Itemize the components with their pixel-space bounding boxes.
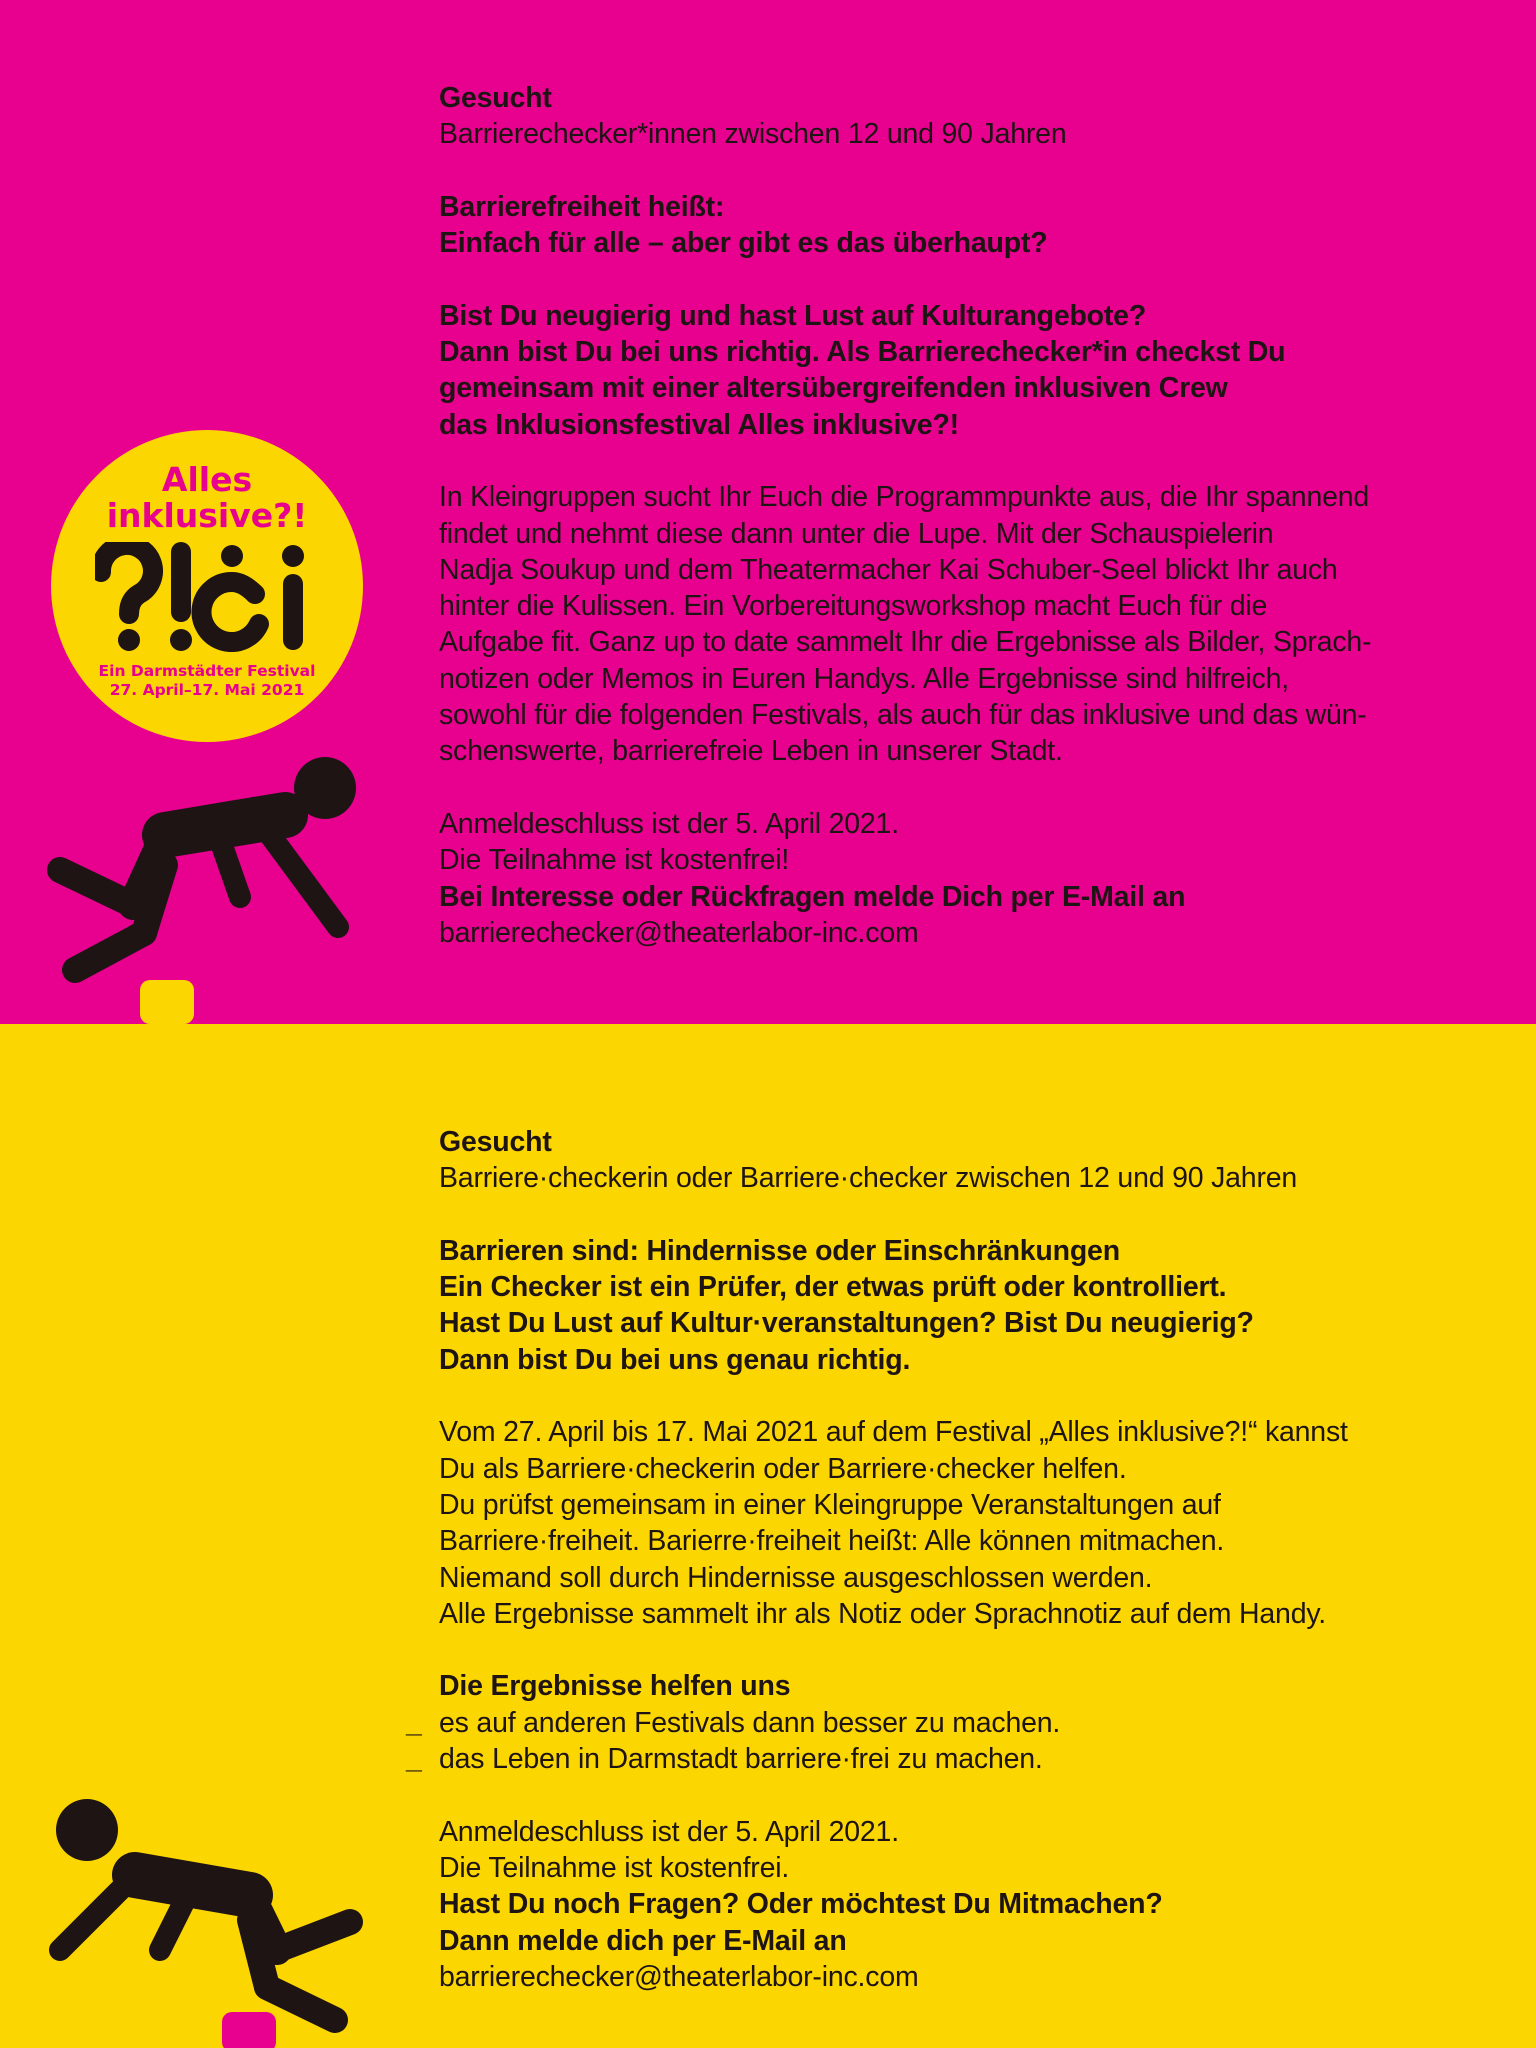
top-body-line: findet und nehmt diese dann unter die Lupe. Mit der Schauspielerin [439, 517, 1274, 550]
top-bold2-line: das Inklusionsfestival Alles inklusive?! [439, 408, 959, 441]
bottom-heading: Gesucht [439, 1126, 552, 1158]
bottom-subheading: Barriere·checkerin oder Barriere·checker zwischen 12 und 90 Jahren [439, 1162, 1298, 1195]
yellow-text-block [406, 1124, 1469, 1995]
logo-title-line-2: inklusive?! [106, 496, 308, 535]
top-body-line: notizen oder Memos in Euren Handys. Alle Ergebnisse sind hilfreich, [439, 662, 1289, 695]
results-heading: Die Ergebnisse helfen uns [439, 1670, 791, 1703]
falling-person-icon [45, 1780, 375, 2048]
festival-logo [51, 430, 363, 742]
top-bold1-line: Einfach für alle – aber gibt es das überhaupt? [439, 227, 1048, 260]
bottom-contact-text: Dann melde dich per E-Mail an [439, 1924, 847, 1957]
top-bold2-line: Bist Du neugierig und hast Lust auf Kulturangebote? [439, 299, 1147, 332]
bottom-email-link[interactable]: barrierechecker@theaterlabor-inc.com [439, 1960, 919, 1993]
top-body-line: schenswerte, barrierefreie Leben in unserer Stadt. [439, 735, 1063, 768]
top-bold2-line: Dann bist Du bei uns richtig. Als Barrierechecker*in checkst Du [439, 336, 1286, 369]
logo-mark-icon [95, 542, 319, 652]
logo-subtitle-line-1: Ein Darmstädter Festival [98, 662, 316, 680]
bullet-item [406, 1741, 1469, 1777]
bullet-marker: _ [406, 1743, 422, 1776]
bottom-bold1-line: Hast Du Lust auf Kultur·veranstaltungen? Bist Du neugierig? [439, 1307, 1254, 1340]
top-body-line: In Kleingruppen sucht Ihr Euch die Programmpunkte aus, die Ihr spannend [439, 481, 1370, 514]
top-body-line: hinter die Kulissen. Ein Vorbereitungsworkshop macht Euch für die [439, 590, 1268, 623]
bottom-body-line: Barriere·freiheit. Barierre·freiheit heißt: Alle können mitmachen. [439, 1525, 1225, 1558]
bottom-free-note: Die Teilnahme ist kostenfrei. [439, 1851, 790, 1884]
yellow-panel [0, 1024, 1536, 2048]
top-heading: Gesucht [439, 82, 552, 114]
bottom-body-line: Alle Ergebnisse sammelt ihr als Notiz oder Sprachnotiz auf dem Handy. [439, 1597, 1326, 1630]
logo-title-line-1: Alles [161, 460, 253, 499]
top-body-line: Aufgabe fit. Ganz up to date sammelt Ihr die Ergebnisse als Bilder, Sprach- [439, 626, 1372, 659]
top-deadline: Anmeldeschluss ist der 5. April 2021. [439, 807, 899, 840]
bullet-text: es auf anderen Festivals dann besser zu machen. [439, 1706, 1061, 1739]
bottom-bold1-line: Ein Checker ist ein Prüfer, der etwas prüft oder kontrolliert. [439, 1271, 1227, 1304]
bottom-body-line: Niemand soll durch Hindernisse ausgeschlossen werden. [439, 1561, 1153, 1594]
falling-person-icon [45, 755, 375, 1024]
bullet-marker: _ [406, 1706, 422, 1739]
bottom-body-line: Du prüfst gemeinsam in einer Kleingruppe Veranstaltungen auf [439, 1488, 1221, 1521]
top-body-line: sowohl für die folgenden Festivals, als auch für das inklusive und das wün- [439, 699, 1367, 732]
top-bold2-line: gemeinsam mit einer altersübergreifenden inklusiven Crew [439, 372, 1228, 405]
bullet-text: das Leben in Darmstadt barriere·frei zu machen. [439, 1743, 1043, 1776]
bullet-item [406, 1705, 1469, 1741]
magenta-text-block [439, 80, 1469, 951]
bottom-bold1-line: Dann bist Du bei uns genau richtig. [439, 1343, 911, 1376]
top-subheading: Barrierechecker*innen zwischen 12 und 90 Jahren [439, 118, 1067, 151]
bottom-body-line: Du als Barriere·checkerin oder Barriere·checker helfen. [439, 1452, 1127, 1485]
logo-subtitle-line-2: 27. April–17. Mai 2021 [109, 681, 305, 699]
bottom-body-line: Vom 27. April bis 17. Mai 2021 auf dem Festival „Alles inklusive?!“ kannst [439, 1416, 1348, 1449]
top-contact-text: Bei Interesse oder Rückfragen melde Dich per E-Mail an [439, 880, 1186, 913]
top-body-line: Nadja Soukup und dem Theatermacher Kai Schuber-Seel blickt Ihr auch [439, 553, 1338, 586]
bottom-contact-question: Hast Du noch Fragen? Oder möchtest Du Mitmachen? [439, 1888, 1163, 1921]
bottom-bold1-line: Barrieren sind: Hindernisse oder Einschränkungen [439, 1234, 1120, 1267]
top-email-link[interactable]: barrierechecker@theaterlabor-inc.com [439, 916, 919, 949]
top-bold1-line: Barrierefreiheit heißt: [439, 190, 725, 223]
bottom-deadline: Anmeldeschluss ist der 5. April 2021. [439, 1815, 899, 1848]
top-free-note: Die Teilnahme ist kostenfrei! [439, 844, 790, 877]
